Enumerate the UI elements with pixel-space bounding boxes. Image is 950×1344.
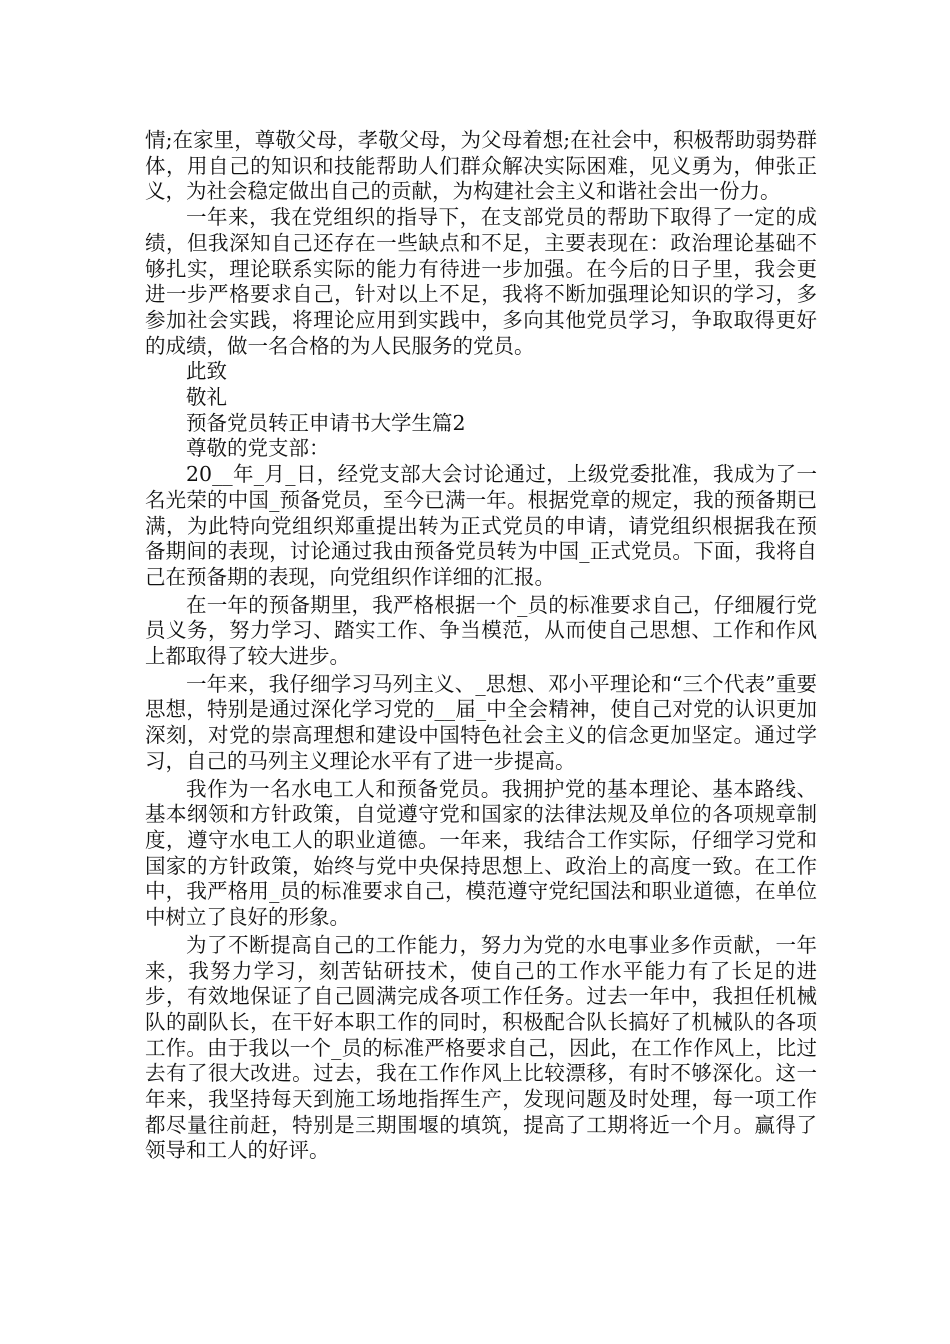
paragraph-probation-summary: 在一年的预备期里，我严格根据一个_员的标准要求自己，仔细履行党员义务，努力学习、踏实工作、争当模范，从而使自己思想、工作和作风上都取得了较大进步。 — [145, 592, 817, 669]
paragraph-shortcomings: 一年来，我在党组织的指导下，在支部党员的帮助下取得了一定的成绩，但我深知自己还存在一些缺点和不足，主要表现在：政治理论基础不够扎实，理论联系实际的能力有待进一步加强。在今后的日子里，我会更进一步严格要求自己，针对以上不足，我将不断加强理论知识的学习，多参加社会实践，将理论应用到实践中，多向其他党员学习，争取取得更好的成绩，做一名合格的为人民服务的党员。 — [145, 205, 817, 358]
paragraph-study: 一年来，我仔细学习马列主义、_思想、邓小平理论和“三个代表”重要思想，特别是通过深化学习党的__届_中全会精神，使自己对党的认识更加深刻，对党的崇高理想和建设中国特色社会主义的信念更加坚定。通过学习，自己的马列主义理论水平有了进一步提高。 — [145, 671, 817, 773]
paragraph-continuation: 情;在家里，尊敬父母，孝敬父母，为父母着想;在社会中，积极帮助弱势群体，用自己的知识和技能帮助人们群众解决实际困难，见义勇为，伸张正义，为社会稳定做出自己的贡献，为构建社会主义和谐社会出一份力。 — [145, 128, 817, 204]
document-page — [145, 128, 817, 1164]
closing-regards: 敬礼 — [186, 385, 227, 410]
closing-salutation: 此致 — [186, 359, 227, 384]
paragraph-work: 为了不断提高自己的工作能力，努力为党的水电事业多作贡献，一年来，我努力学习，刻苦钻研技术，使自己的工作水平能力有了长足的进步，有效地保证了自己圆满完成各项工作任务。过去一年中，我担任机械队的副队长，在干好本职工作的同时，积极配合队长搞好了机械队的各项工作。由于我以一个_员的标准严格要求自己，因此，在工作作风上，比过去有了很大改进。过去，我在工作作风上比较漂移，有时不够深化。这一年来，我坚持每天到施工场地指挥生产，发现问题及时处理，每一项工作都尽量往前赶，特别是三期围堰的填筑，提高了工期将近一个月。赢得了领导和工人的好评。 — [145, 932, 817, 1163]
paragraph-conduct: 我作为一名水电工人和预备党员。我拥护党的基本理论、基本路线、基本纲领和方针政策，自觉遵守党和国家的法律法规及单位的各项规章制度，遵守水电工人的职业道德。一年来，我结合工作实际，仔细学习党和国家的方针政策，始终与党中央保持思想上、政治上的高度一致。在工作中，我严格用_员的标准要求自己，模范遵守党纪国法和职业道德，在单位中树立了良好的形象。 — [145, 776, 817, 930]
section-title: 预备党员转正申请书大学生篇2 — [186, 410, 466, 435]
greeting: 尊敬的党支部： — [186, 436, 330, 461]
paragraph-application: 20__年_月_日，经党支部大会讨论通过，上级党委批准，我成为了一名光荣的中国_预备党员，至今已满一年。根据党章的规定，我的预备期已满，为此特向党组织郑重提出转为正式党员的申请，请党组织根据我在预备期间的表现，讨论通过我由预备党员转为中国_正式党员。下面，我将自己在预备期的表现，向党组织作详细的汇报。 — [145, 462, 817, 589]
